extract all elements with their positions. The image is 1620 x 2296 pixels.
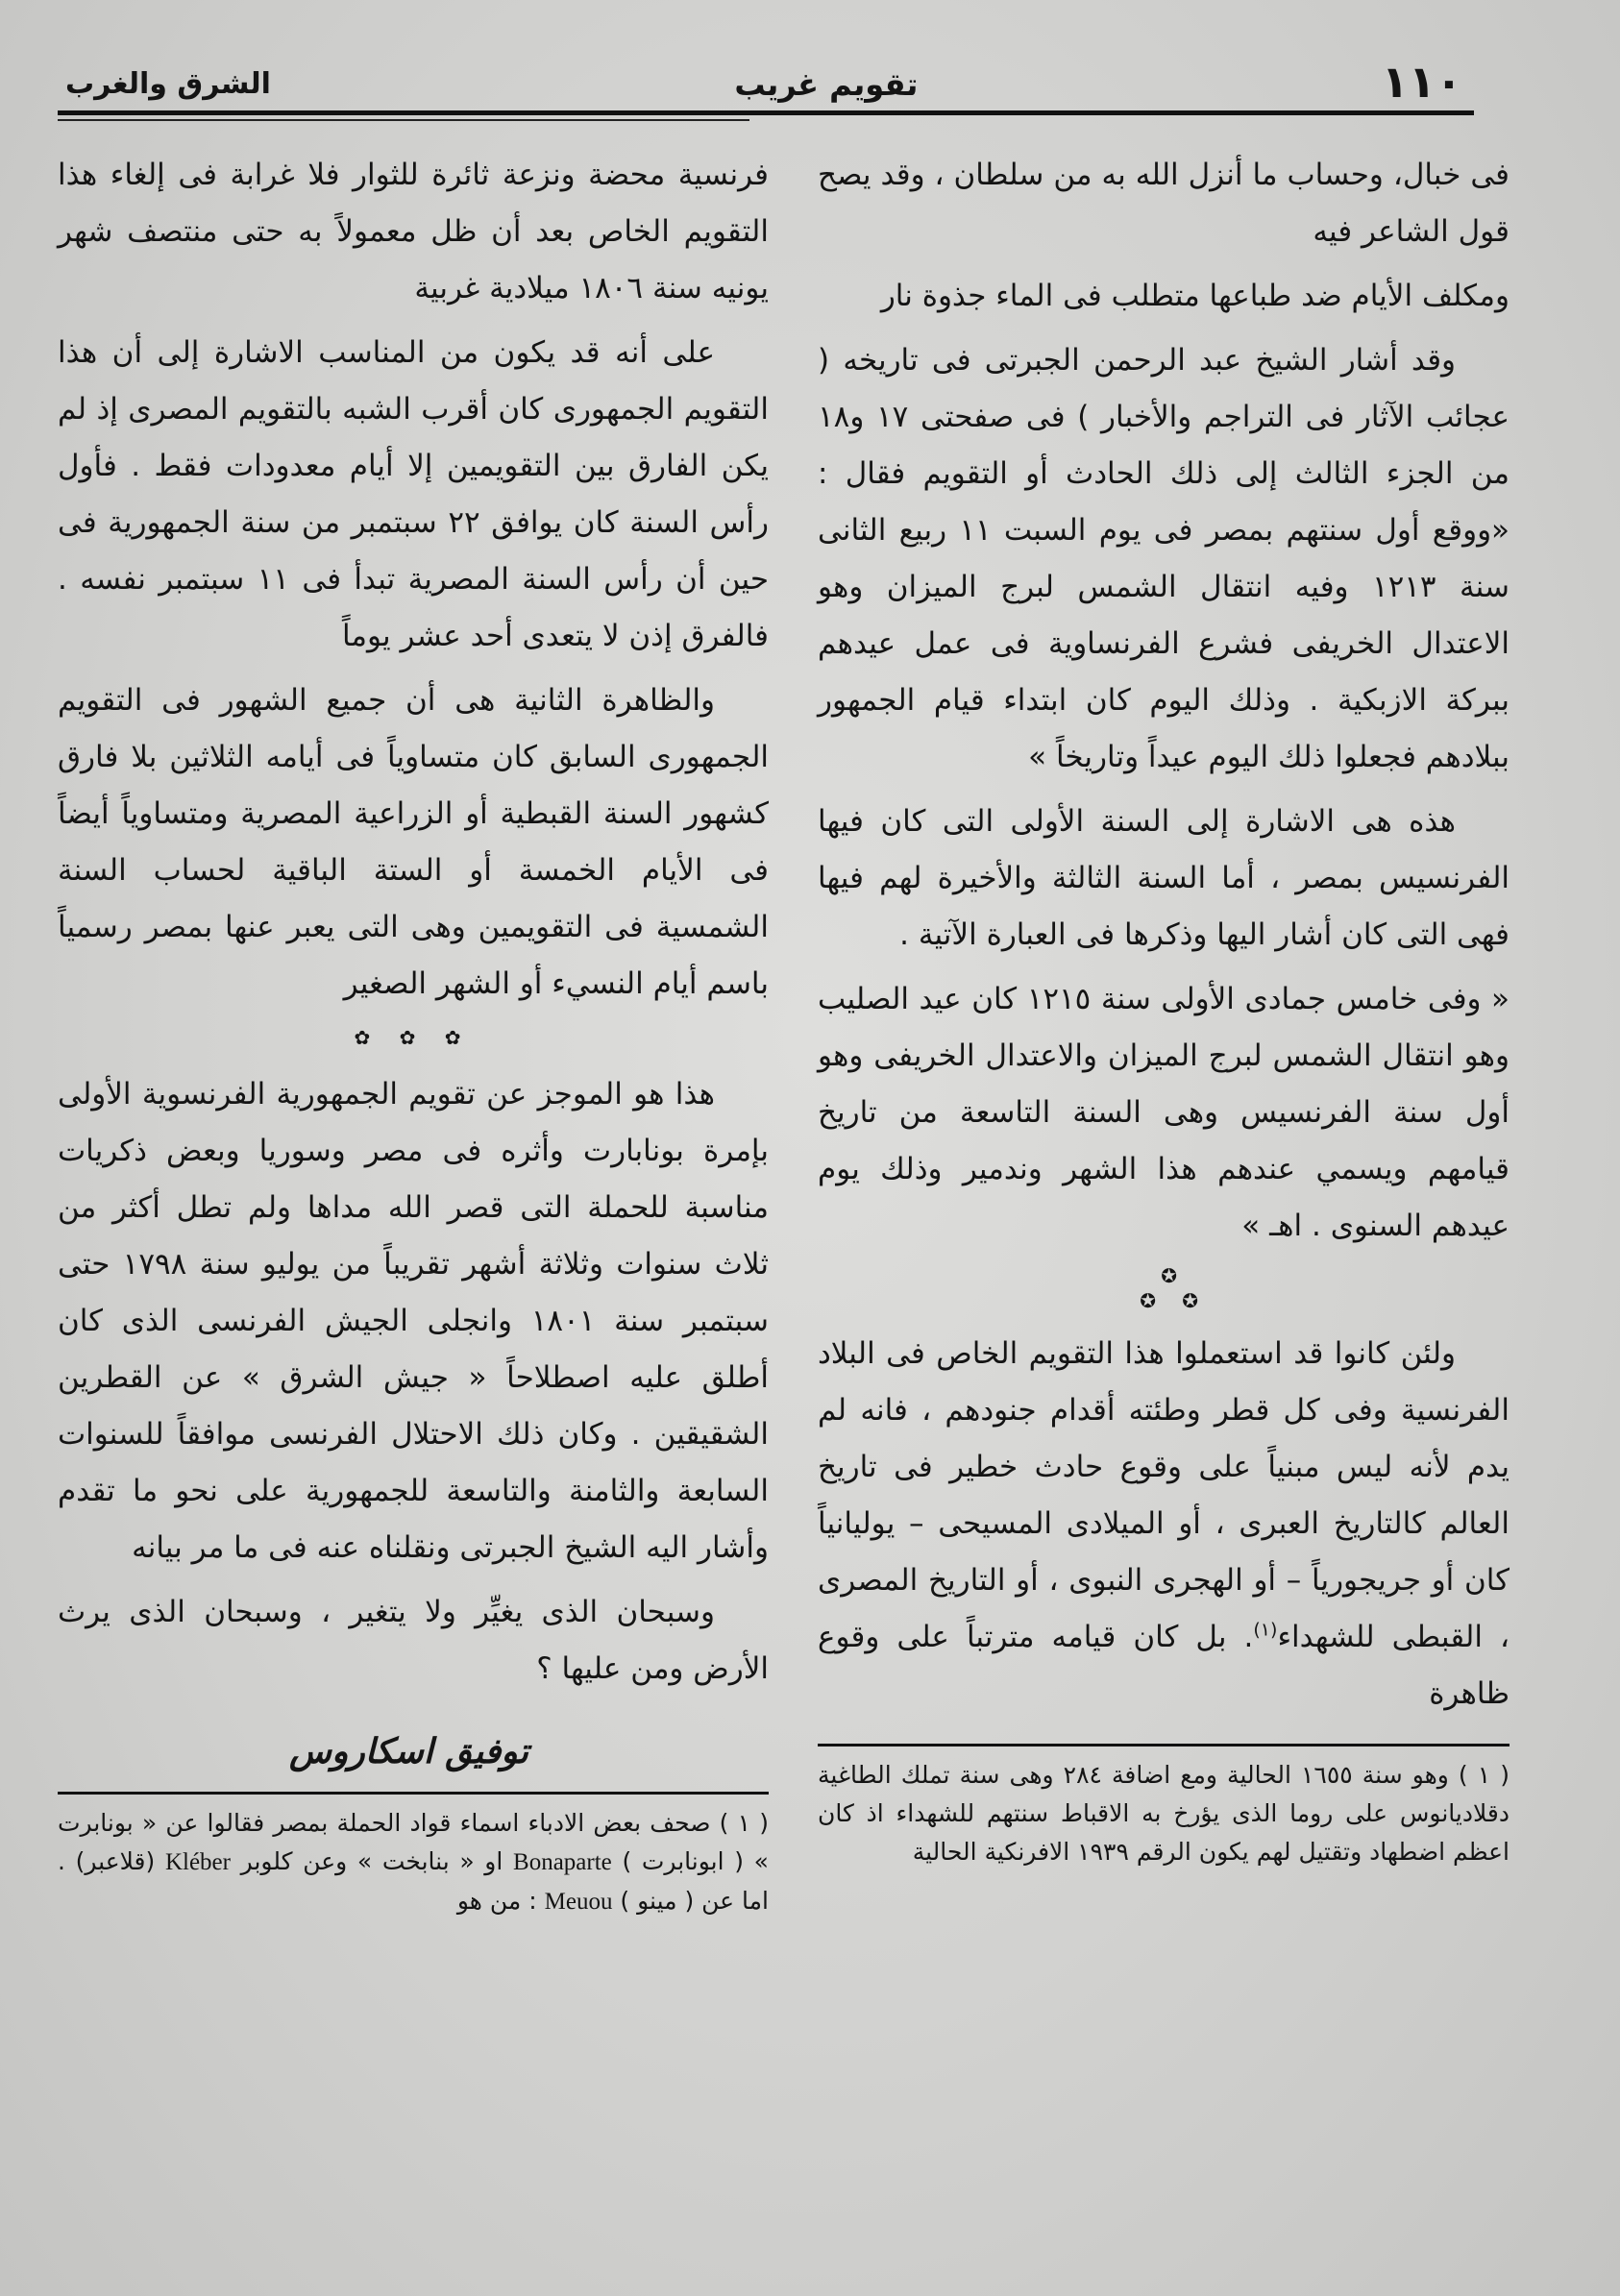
author-signature: توفيق اسكاروس (289, 1731, 528, 1771)
footnote-left (58, 1804, 769, 1921)
header-rule (58, 110, 1474, 115)
poetry-verse: ومكلف الأيام ضد طباعها متطلب فى الماء جذوة نار (880, 279, 1510, 313)
section-ornament (818, 1262, 1510, 1320)
paragraph: والظاهرة الثانية هى أن جميع الشهور فى التقويم الجمهورى السابق كان متساوياً فى أيامه الثلاثين بلا فارق كشهور السنة القبطية أو الزراعية المصرية ومتساوياً أيضاً فى الأيام الخمسة أو الستة الباقية لحساب السنة الشمسية فى التقويمين وهى التى يعبر عنها بمصر رسمياً باسم أيام النسيء أو الشهر الصغير (58, 683, 769, 1001)
latin-name: Meuou (544, 1889, 613, 1915)
footnote-ref[interactable]: (١) (1253, 1619, 1278, 1641)
footnote-right: ( ١ ) وهو سنة ١٦٥٥ الحالية ومع اضافة ٢٨٤ وهى سنة تملك الطاغية دقلاديانوس على روما الذى يؤرخ به الاقباط سنتهم للشهداء اذ كان اعظم اضطهاد وتقتيل لهم يكون الرقم ١٩٣٩ الافرنكية الحالية (818, 1761, 1510, 1866)
right-column (818, 147, 1510, 1730)
star-icon: ✪ (1140, 1289, 1156, 1312)
latin-name: Bonaparte (513, 1849, 612, 1875)
footnote-rule (818, 1744, 1510, 1746)
journal-name: الشرق والغرب (65, 67, 271, 101)
paragraph: وسبحان الذى يغيِّر ولا يتغير ، وسبحان الذى يرث الأرض ومن عليها ؟ (58, 1595, 769, 1686)
footnote-rule (58, 1792, 769, 1795)
paragraph-text: ولئن كانوا قد استعملوا هذا التقويم الخاص فى البلاد الفرنسية وفى كل قطر وطئته أقدام جنودهم ، فانه لم يدم لأنه ليس مبنياً على وقوع حادث خطير فى تاريخ العالم كالتاريخ العبرى ، أو الميلادى المسيحى – يوليانياً كان أو جريجورياً – أو الهجرى النبوى ، أو التاريخ المصرى ، القبطى للشهداء (818, 1336, 1510, 1654)
left-column-block (58, 147, 769, 1921)
right-column-block (818, 147, 1510, 1871)
footnote-text: او « بنابخت » وعن كلوبر (240, 1847, 503, 1875)
quoted-paragraph: « وفى خامس جمادى الأولى سنة ١٢١٥ كان عيد الصليب وهو انتقال الشمس لبرج الميزان والاعتدال الخريفى وهو أول سنة الفرنسيس وهى السنة التاسعة من تاريخ قيامهم ويسمي عندهم هذا الشهر وندمير وذلك يوم عيدهم السنوى . اهـ » (818, 982, 1510, 1243)
page-header (58, 53, 1474, 109)
paragraph: وقد أشار الشيخ عبد الرحمن الجبرتى فى تاريخه ( عجائب الآثار فى التراجم والأخبار ) فى صفحتى ١٧ و١٨ من الجزء الثالث إلى ذلك الحادث أو التقويم فقال : «ووقع أول سنتهم بمصر فى يوم السبت ١١ ربيع الثانى سنة ١٢١٣ وفيه انتقال الشمس لبرج الميزان وهو الاعتدال الخريفى فشرع الفرنساوية فى عمل عيدهم ببركة الازبكية . وذلك اليوم كان ابتداء قيام الجمهور ببلادهم فجعلوا ذلك اليوم عيداً وتاريخاً » (818, 343, 1510, 774)
header-rules (58, 110, 1474, 124)
header-rule-secondary (58, 119, 749, 121)
paragraph: فرنسية محضة ونزعة ثائرة للثوار فلا غرابة فى إلغاء هذا التقويم الخاص بعد أن ظل معمولاً به حتى منتصف شهر يونيه سنة ١٨٠٦ ميلادية غربية (58, 158, 769, 305)
section-divider-stars: ✿ ✿ ✿ (354, 1026, 473, 1049)
two-column-body (58, 147, 1510, 1921)
running-title: تقويم غريب (734, 66, 919, 103)
paragraph (818, 1326, 1510, 1722)
paragraph-text: . بل كان قيامه مترتباً على وقوع ظاهرة (818, 1620, 1510, 1711)
left-column (58, 147, 769, 1778)
footnote-text: : من هو (456, 1887, 537, 1915)
footnote-text: ( ١ ) صحف بعض الادباء اسماء قواد الحملة بمصر فقالوا عن « بونابرت » ( ابونابرت ) (58, 1809, 769, 1875)
footnote-text: (قلاعبر) . اما عن ( مينو ) (58, 1847, 769, 1915)
paragraph: هذا هو الموجز عن تقويم الجمهورية الفرنسوية الأولى بإمرة بونابارت وأثره فى مصر وسوريا وبعض ذكريات مناسبة للحملة التى قصر الله مداها ولم تطل أكثر من ثلاث سنوات وثلاثة أشهر تقريباً من يوليو سنة ١٧٩٨ حتى سبتمبر سنة ١٨٠١ وانجلى الجيش الفرنسى الذى كان أطلق عليه اصطلاحاً « جيش الشرق » عن القطرين الشقيقين . وكان ذلك الاحتلال الفرنسى موافقاً للسنوات السابعة والثامنة والتاسعة للجمهورية على نحو ما تقدم وأشار اليه الشيخ الجبرتى ونقلناه عنه فى ما مر بيانه (58, 1077, 769, 1565)
star-icon: ✪ (1161, 1264, 1177, 1287)
paragraph: هذه هى الاشارة إلى السنة الأولى التى كان فيها الفرنسيس بمصر ، أما السنة الثالثة والأخيرة لهم فيها فهى التى كان أشار اليها وذكرها فى العبارة الآتية . (818, 804, 1510, 952)
latin-name: Kléber (164, 1849, 231, 1875)
star-icon: ✪ (1182, 1289, 1198, 1312)
page-number: ١١٠ (1381, 56, 1462, 108)
paragraph: فى خبال، وحساب ما أنزل الله به من سلطان ، وقد يصح قول الشاعر فيه (818, 158, 1510, 249)
paragraph: على أنه قد يكون من المناسب الاشارة إلى أن هذا التقويم الجمهورى كان أقرب الشبه بالتقويم المصرى إذ لم يكن الفارق بين التقويمين إلا أيام معدودات فقط . فأول رأس السنة كان يوافق ٢٢ سبتمبر من سنة الجمهورية فى حين أن رأس السنة المصرية تبدأ فى ١١ سبتمبر نفسه . فالفرق إذن لا يتعدى أحد عشر يوماً (58, 335, 769, 653)
